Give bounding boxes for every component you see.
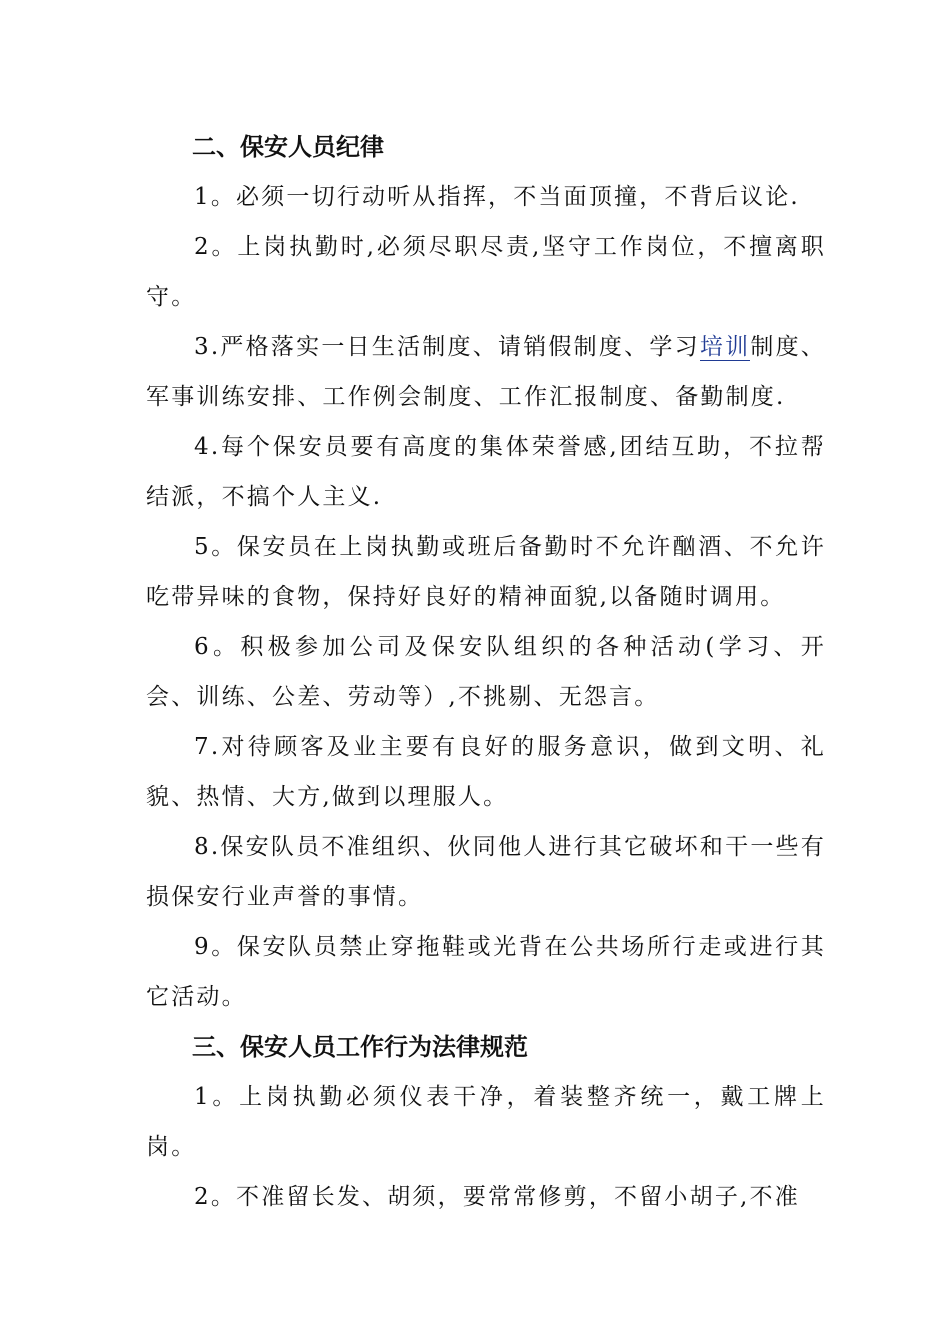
paragraph-item: 5。保安员在上岗执勤或班后备勤时不允许酗酒、不允许吃带异味的食物，保持好良好的精神面貌,以备随时调用。	[146, 534, 826, 610]
paragraph-item: 8.保安队员不准组织、伙同他人进行其它破坏和干一些有损保安行业声誉的事情。	[146, 834, 826, 910]
section-heading-legal-norms: 三、保安人员工作行为法律规范	[192, 1032, 528, 1061]
paragraph-item: 9。保安队员禁止穿拖鞋或光背在公共场所行走或进行其它活动。	[146, 934, 826, 1010]
paragraph-item: 2。不准留长发、胡须，要常常修剪，不留小胡子,不准	[194, 1184, 800, 1210]
training-link[interactable]: 培训	[699, 334, 751, 360]
paragraph-item: 2。上岗执勤时,必须尽职尽责,坚守工作岗位，不擅离职守。	[146, 234, 826, 310]
document-body	[146, 122, 826, 1222]
paragraph-item: 1。上岗执勤必须仪表干净，着装整齐统一，戴工牌上岗。	[146, 1084, 826, 1160]
paragraph-item: 6。积极参加公司及保安队组织的各种活动(学习、开会、训练、公差、劳动等）,不挑剔、无怨言。	[146, 634, 826, 710]
paragraph-item: 4.每个保安员要有高度的集体荣誉感,团结互助，不拉帮结派，不搞个人主义.	[146, 434, 826, 510]
paragraph-item: 7.对待顾客及业主要有良好的服务意识，做到文明、礼貌、热情、大方,做到以理服人。	[146, 734, 826, 810]
paragraph-item	[146, 322, 826, 422]
paragraph-text: 3.严格落实一日生活制度、请销假制度、学习	[194, 334, 700, 360]
paragraph-item: 1。必须一切行动听从指挥，不当面顶撞，不背后议论.	[194, 184, 800, 210]
section-heading-discipline: 二、保安人员纪律	[192, 132, 384, 161]
paragraph-text: 制度、军事训练安排、工作例会制度、工作汇报制度、备勤制度.	[146, 334, 826, 410]
